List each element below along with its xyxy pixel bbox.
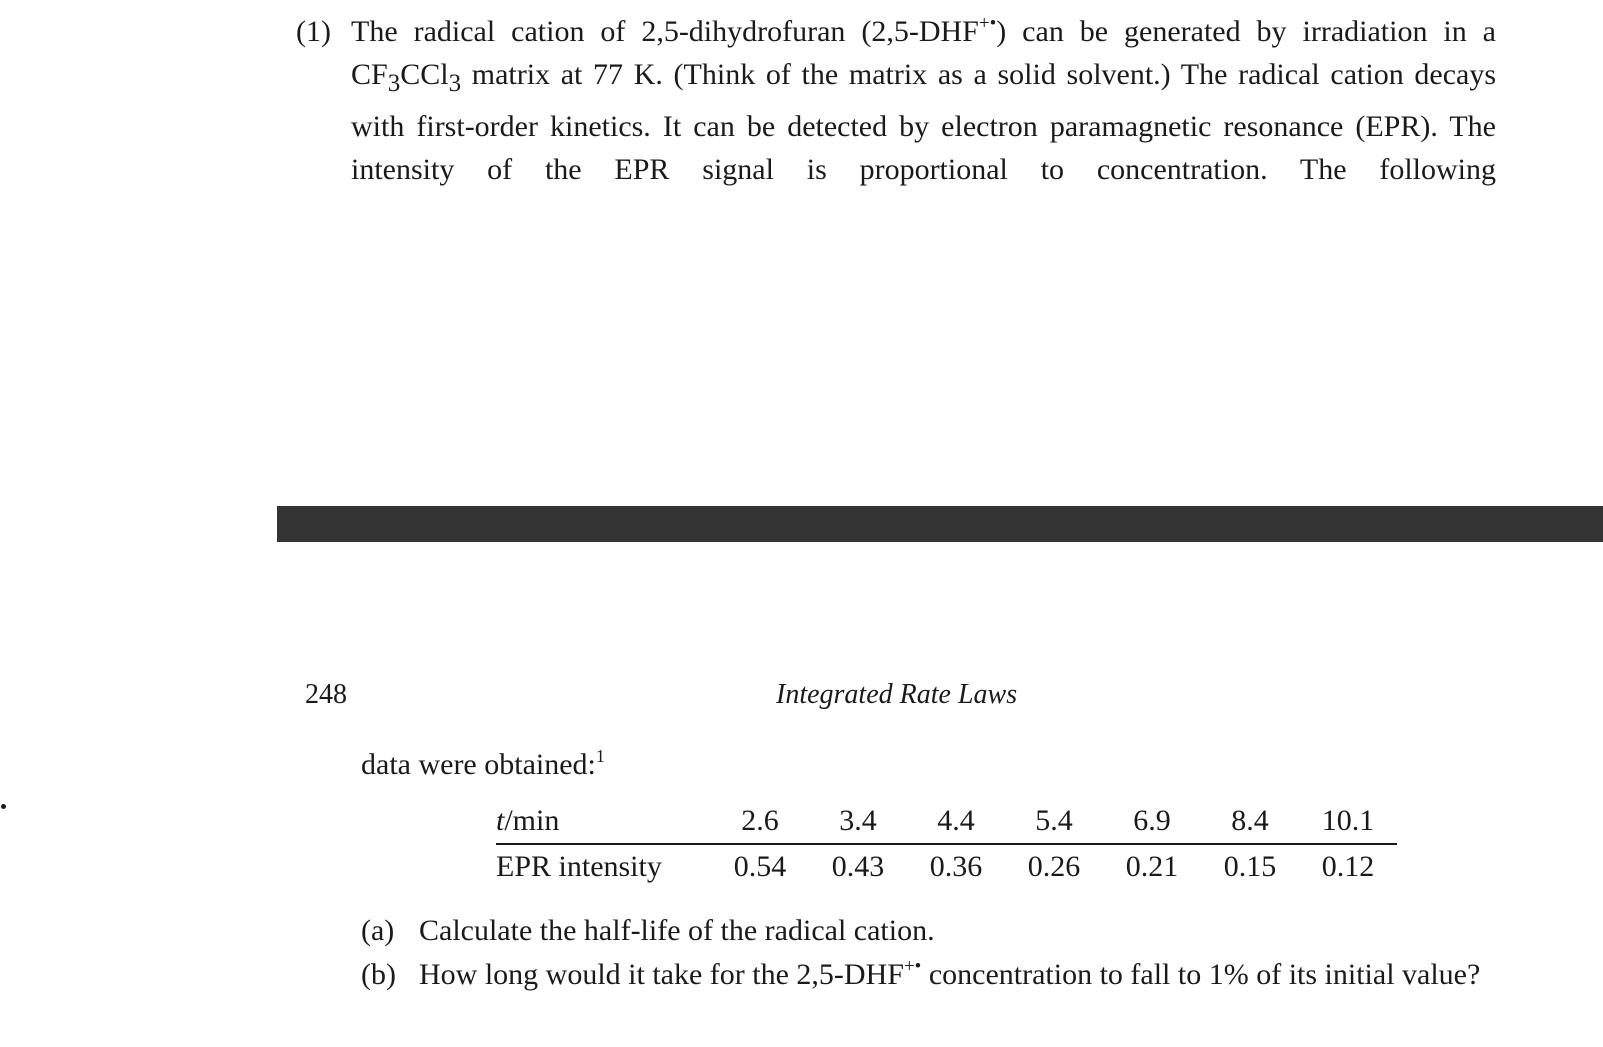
epr-cell: 0.12 xyxy=(1321,850,1375,883)
subscript-3: 3 xyxy=(387,70,401,97)
problem-1 xyxy=(296,10,1496,191)
table-row-time xyxy=(496,799,1397,844)
footnote-reference: 1 xyxy=(595,746,605,766)
time-cell: 6.9 xyxy=(1103,799,1201,844)
kinetics-data-table xyxy=(496,799,1397,889)
table-row-epr xyxy=(496,844,1397,889)
question-b xyxy=(361,953,1511,997)
epr-cell: 0.26 xyxy=(1027,850,1081,883)
time-cell: 3.4 xyxy=(809,799,907,844)
page-divider-bar xyxy=(277,506,1603,542)
problem-text-part-4: matrix at 77 K. (Think of the matrix as a solid solvent.) The radical cation decays with first-order kinetics. It can be detected by electron paramagnetic resonance (EPR). The intensity of the EPR signal is proportional to concentration. The following xyxy=(351,58,1496,186)
time-unit: /min xyxy=(504,804,560,837)
epr-cell: 0.36 xyxy=(929,850,983,883)
running-head: Integrated Rate Laws xyxy=(776,679,1018,710)
question-a-label: (a) xyxy=(361,914,395,947)
time-cell: 5.4 xyxy=(1005,799,1103,844)
question-b-label: (b) xyxy=(361,958,396,991)
question-b-text-part-2: concentration to fall to 1% of its initial value? xyxy=(921,958,1481,991)
problem-text-part-2: ) can be generated by irradiation in a CF xyxy=(351,15,1496,91)
question-a xyxy=(361,909,1511,953)
margin-dot xyxy=(1,804,6,809)
time-variable: t xyxy=(496,804,505,837)
epr-cell: 0.43 xyxy=(831,850,885,883)
problem-number: (1) xyxy=(296,15,331,48)
time-cell: 10.1 xyxy=(1299,799,1397,844)
question-a-text: Calculate the half-life of the radical cation. xyxy=(419,914,935,947)
epr-cell: 0.54 xyxy=(733,850,787,883)
radical-cation-charge: +• xyxy=(903,956,922,977)
time-cell: 8.4 xyxy=(1201,799,1299,844)
page-number: 248 xyxy=(305,679,347,710)
time-row-label xyxy=(496,799,711,844)
problem-text-part-3: CCl xyxy=(400,58,449,91)
continuation-sentence: data were obtained: xyxy=(361,748,596,781)
epr-cell: 0.15 xyxy=(1223,850,1277,883)
time-cell: 2.6 xyxy=(711,799,809,844)
question-b-text-part-1: How long would it take for the 2,5-DHF xyxy=(419,958,904,991)
subscript-3: 3 xyxy=(448,70,462,97)
continuation-text xyxy=(361,745,605,785)
radical-cation-charge: +• xyxy=(978,13,997,34)
problem-text xyxy=(351,10,1496,191)
question-list xyxy=(361,909,1511,997)
epr-row-label: EPR intensity xyxy=(496,850,662,883)
epr-cell: 0.21 xyxy=(1125,850,1179,883)
problem-text-part-1: The radical cation of 2,5-dihydrofuran (2,5-DHF xyxy=(351,15,979,48)
time-cell: 4.4 xyxy=(907,799,1005,844)
